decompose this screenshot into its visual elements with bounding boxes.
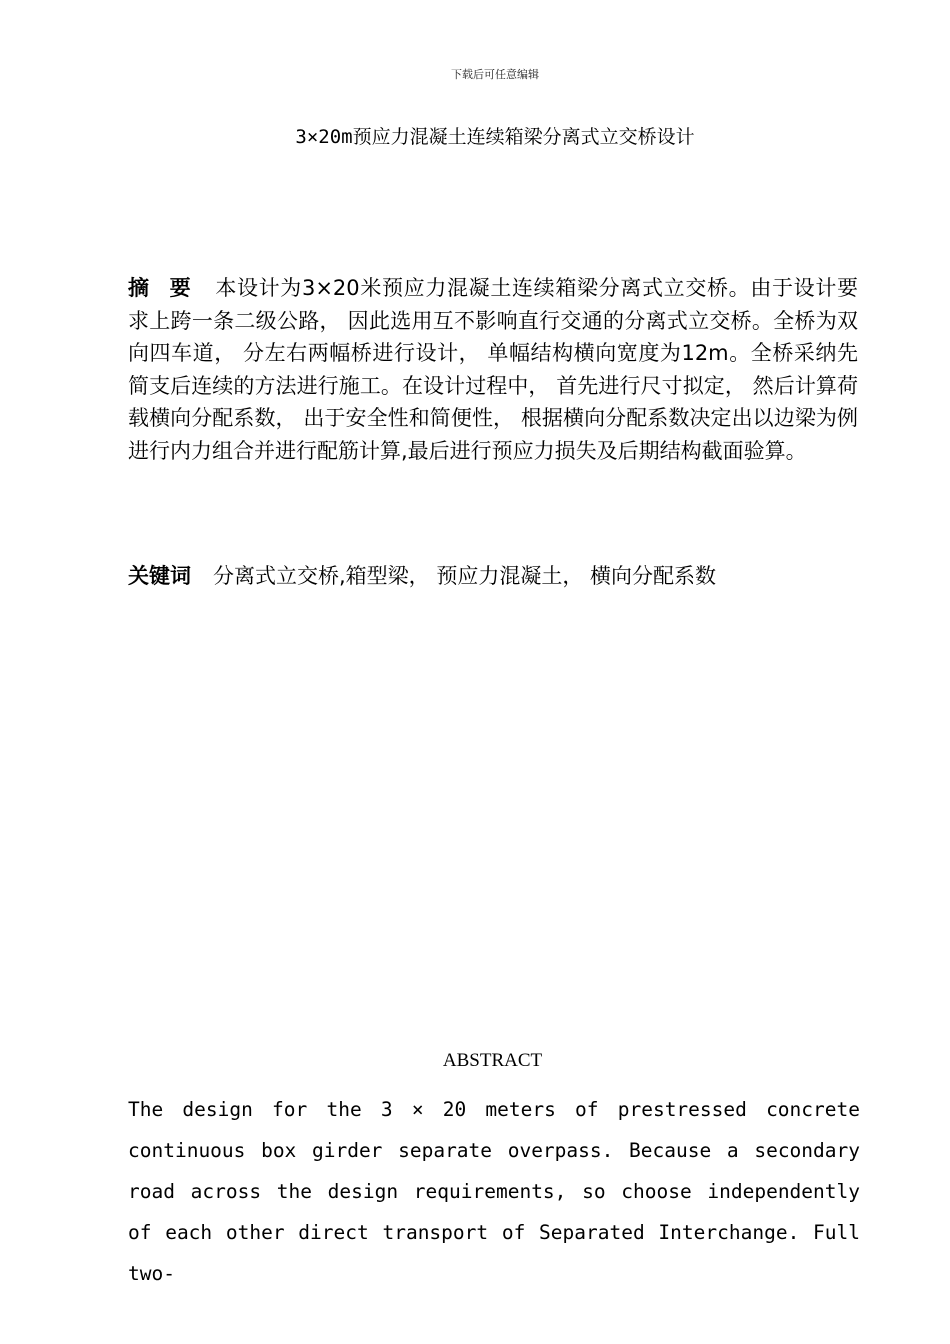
abstract-label: 摘 要 <box>128 276 198 300</box>
abstract-text: 本设计为3×20米预应力混凝土连续箱梁分离式立交桥。由于设计要求上跨一条二级公路， 因此选用互不影响直行交通的分离式立交桥。全桥为双向四车道， 分左右两幅桥进行设计， 单幅结构横向宽度为12m。全桥采纳先简支后连续的方法进行施工。在设计过程中， 首先进行尺寸拟定， 然后计算荷载横向分配系数， 出于安全性和简便性， 根据横向分配系数决定出以边梁为例进行内力组合并进行配筋计算,最后进行预应力损失及后期结构截面验算。 <box>128 276 858 463</box>
abstract-english-text: The design for the 3 × 20 meters of prestressed concrete continuous box girder separate overpass. Because a secondary road across the design requirements, so choose independently of each other direct transport of Separated Interchange. Full two- <box>128 1098 860 1285</box>
keywords-chinese <box>128 561 858 591</box>
header-note: 下载后可任意编辑 <box>451 68 539 81</box>
document-title: 3×20m预应力混凝土连续箱梁分离式立交桥设计 <box>295 126 695 148</box>
keywords-text: 分离式立交桥,箱型梁， 预应力混凝土， 横向分配系数 <box>213 564 717 588</box>
abstract-english-heading: ABSTRACT <box>442 1050 543 1071</box>
abstract-chinese <box>128 272 858 467</box>
keywords-label: 关键词 <box>128 564 191 588</box>
